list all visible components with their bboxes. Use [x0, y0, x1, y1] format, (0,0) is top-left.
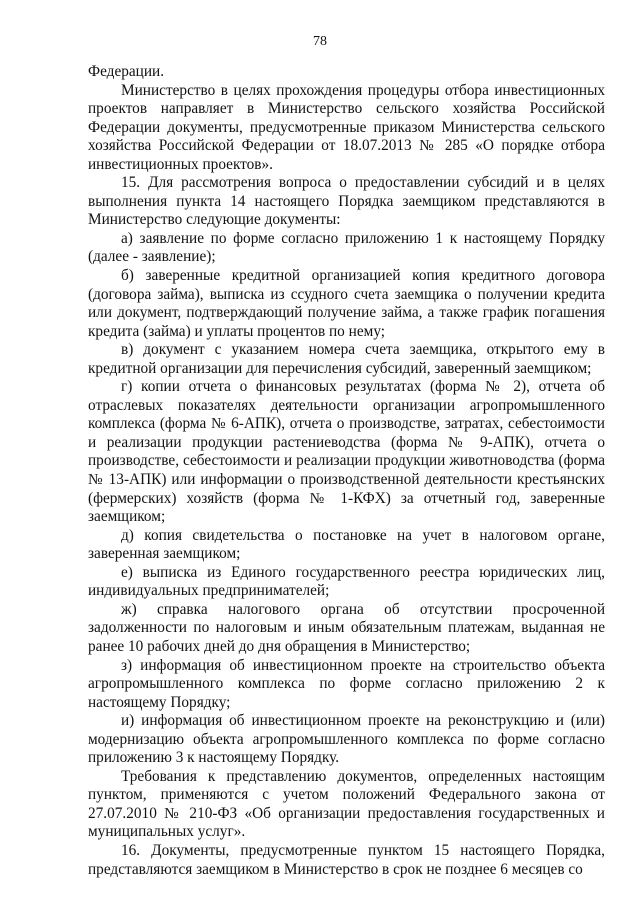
paragraph: Министерство в целях прохождения процедуры отбора инвестиционных проектов направляет в Министерство сельского хозяйства Российской Федерации документы, предусмотренные приказом Министерства сельского хозяйства Российской Федерации от 18.07.2013 № 285 «О порядке отбора инвестиционных проектов».: [88, 81, 605, 173]
paragraph: Федерации.: [88, 63, 165, 80]
paragraph: в) документ с указанием номера счета заемщика, открытого ему в кредитной организации для перечисления субсидий, заверенный заемщиком;: [88, 341, 605, 377]
page-number: 78: [313, 34, 327, 49]
paragraph: г) копии отчета о финансовых результатах (форма № 2), отчета об отраслевых показателях деятельности организации агропромышленного комплекса (форма № 6-АПК), отчета о производстве, затратах, себестоимости и реализации продукции растениеводства (форма № 9-АПК), отчета о производстве, себестоимости и реализации продукции животноводства (форма № 13-АПК) или информации о производственной деятельности крестьянских (фермерских) хозяйств (форма № 1-КФХ) за отчетный год, заверенные заемщиком;: [88, 378, 605, 526]
paragraph: 15. Для рассмотрения вопроса о предоставлении субсидий и в целях выполнения пункта 14 настоящего Порядка заемщиком представляются в Министерство следующие документы:: [88, 174, 605, 229]
paragraph: ж) справка налогового органа об отсутствии просроченной задолженности по налоговым и иным обязательным платежам, выданная не ранее 10 рабочих дней до дня обращения в Министерство;: [88, 600, 605, 655]
paragraph: а) заявление по форме согласно приложению 1 к настоящему Порядку (далее - заявление);: [88, 229, 605, 266]
paragraph: е) выписка из Единого государственного реестра юридических лиц, индивидуальных предпринимателей;: [88, 563, 605, 600]
paragraph: 16. Документы, предусмотренные пунктом 15 настоящего Порядка, представляются заемщиком в Министерство в срок не позднее 6 месяцев со: [88, 841, 605, 878]
paragraph: Требования к представлению документов, определенных настоящим пунктом, применяются с учетом положений Федерального закона от 27.07.2010 № 210-ФЗ «Об организации предоставления государственных и муниципальных услуг».: [88, 767, 605, 841]
paragraph: и) информация об инвестиционном проекте на реконструкцию и (или) модернизацию объекта агропромышленного комплекса по форме согласно приложению 3 к настоящему Порядку.: [88, 712, 605, 767]
paragraph: з) информация об инвестиционном проекте на строительство объекта агропромышленного комплекса по форме согласно приложению 2 к настоящему Порядку;: [88, 656, 605, 711]
paragraph: б) заверенные кредитной организацией копия кредитного договора (договора займа), выписка из ссудного счета заемщика о получении кредита или документ, подтверждающий получение займа, а также график погашения кредита (займа) и уплаты процентов по нему;: [88, 267, 605, 340]
paragraph: д) копия свидетельства о постановке на учет в налоговом органе, заверенная заемщиком;: [88, 526, 605, 563]
document-body: [88, 63, 605, 879]
